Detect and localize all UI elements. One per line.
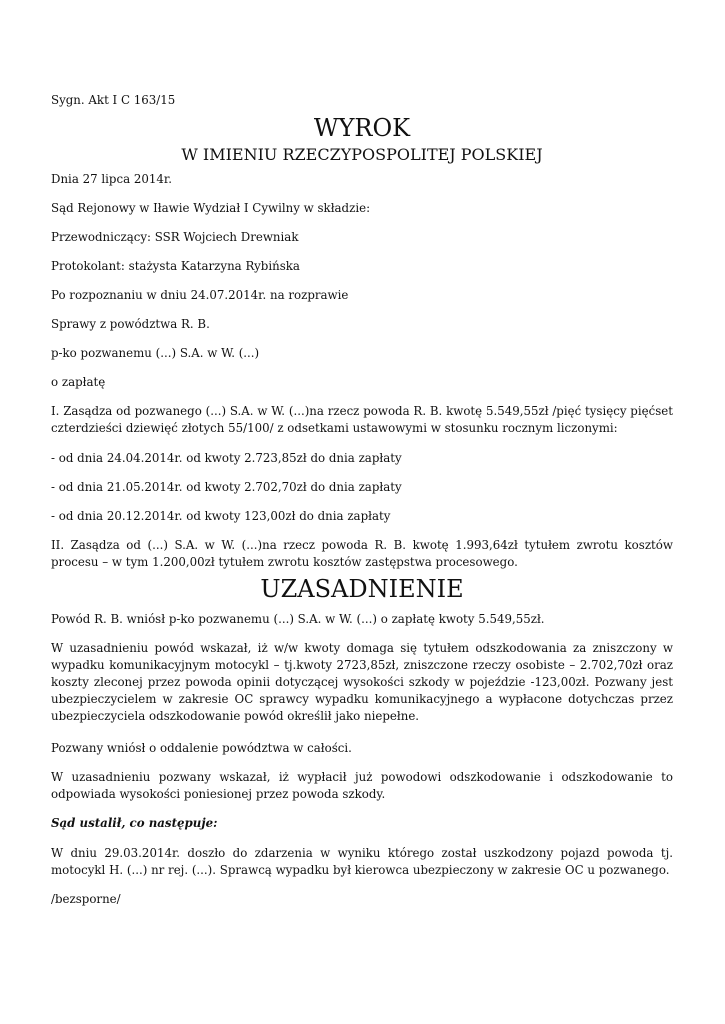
justification-para-4: W uzasadnieniu pozwany wskazał, iż wypłacił już powodowi odszkodowanie i odszkodowanie to odpowiada wysokości poniesionej przez powoda szkody. [51,770,673,801]
point-1: I. Zasądza od pozwanego (...) S.A. w W. (...)na rzecz powoda R. B. kwotę 5.549,55zł /pięć tysięcy pięćset czterdzieści dziewięć złotych 55/100/ z odsetkami ustawowymi w stosunku rocznym liczonymi: [51,404,673,435]
justification-para-3: Pozwany wniósł o oddalenie powództwa w całości. [51,741,352,755]
date-line: Dnia 27 lipca 2014r. [51,172,172,186]
undisputed-note: /bezsporne/ [51,892,121,906]
verdict-subtitle: W IMIENIU RZECZYPOSPOLITEJ POLSKIEJ [181,145,543,164]
case-from-line: Sprawy z powództwa R. B. [51,317,210,331]
hearing-line: Po rozpoznaniu w dniu 24.07.2014r. na rozprawie [51,288,349,302]
interest-line-3: - od dnia 20.12.2014r. od kwoty 123,00zł do dnia zapłaty [51,509,391,523]
case-number: Sygn. Akt I C 163/15 [51,93,176,107]
justification-para-2: W uzasadnieniu powód wskazał, iż w/w kwoty domaga się tytułem odszkodowania za zniszczony w wypadku komunikacyjnym motocykl – tj.kwoty 2723,85zł, zniszczone rzeczy osobiste – 2.702,70zł oraz koszty zleconej przez powoda opinii dotyczącej wysokości szkody w pojeździe -123,00zł. Pozwany jest ubezpieczycielem w zakresie OC sprawcy wypadku komunikacyjnego a wypłacone dotychczas przez ubezpieczyciela odszkodowanie powód określił jako niepełne. [51,641,673,723]
court-line: Sąd Rejonowy w Iławie Wydział I Cywilny w składzie: [51,201,371,215]
verdict-title: WYROK [313,114,411,142]
point-2: II. Zasądza od (...) S.A. w W. (...)na rzecz powoda R. B. kwotę 1.993,64zł tytułem zwrotu kosztów procesu – w tym 1.200,00zł tytułem zwrotu kosztów zastępstwa procesowego. [51,538,673,569]
subject-line: o zapłatę [51,375,106,389]
chair-line: Przewodniczący: SSR Wojciech Drewniak [51,230,299,244]
justification-title: UZASADNIENIE [260,575,464,603]
interest-line-1: - od dnia 24.04.2014r. od kwoty 2.723,85zł do dnia zapłaty [51,451,402,465]
clerk-line: Protokolant: stażysta Katarzyna Rybińska [51,259,300,273]
justification-para-5: W dniu 29.03.2014r. doszło do zdarzenia w wyniku którego został uszkodzony pojazd powoda tj. motocykl H. (...) nr rej. (...). Sprawcą wypadku był kierowca ubezpieczony w zakresie OC u pozwanego. [51,846,673,877]
justification-para-1: Powód R. B. wniósł p-ko pozwanemu (...) S.A. w W. (...) o zapłatę kwoty 5.549,55zł. [51,612,545,626]
findings-heading: Sąd ustalił, co następuje: [51,816,218,830]
defendant-line: p-ko pozwanemu (...) S.A. w W. (...) [51,346,260,360]
interest-line-2: - od dnia 21.05.2014r. od kwoty 2.702,70zł do dnia zapłaty [51,480,402,494]
